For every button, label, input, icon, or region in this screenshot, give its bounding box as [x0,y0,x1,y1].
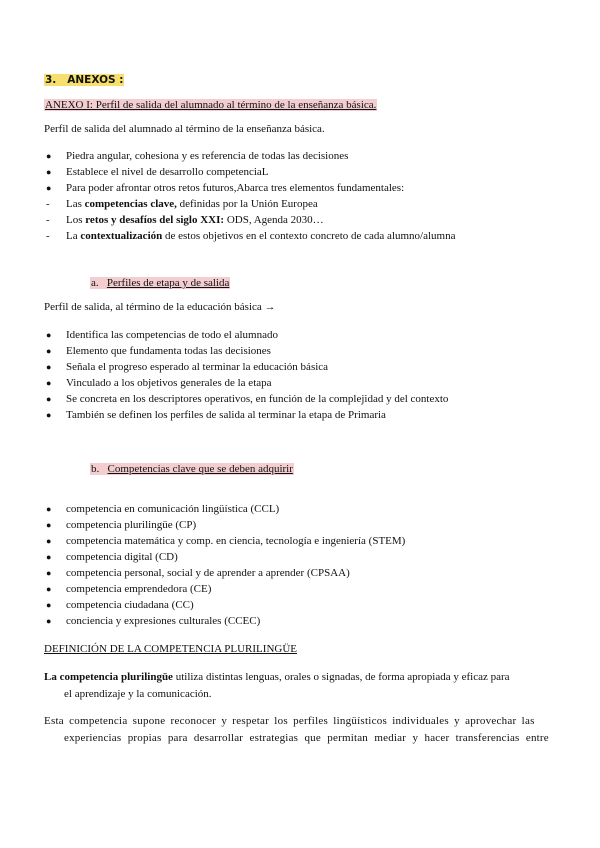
dash-item-text: ODS, Agenda 2030… [224,214,324,226]
list-item-text: Identifica las competencias de todo el alumnado [66,329,278,341]
bullet-icon: ● [46,151,52,161]
bullet-icon: ● [46,504,52,514]
list-item-text: Señala el progreso esperado al terminar la educación básica [66,361,329,373]
dash-item-text: Las [66,198,85,210]
bullet-icon: ● [46,536,52,546]
subsection-a-intro: Perfil de salida, al término de la educación básica → [44,301,276,313]
list-item-text: conciencia y expresiones culturales (CCEC) [66,615,261,627]
list-item-text: competencia en comunicación lingüística (CCL) [66,503,280,515]
dash-item-text: Los [66,214,86,226]
bullet-icon: ● [46,330,52,340]
list-item-text: Para poder afrontar otros retos futuros,Abarca tres elementos fundamentales: [66,182,405,194]
dash-item-text: definidas por la Unión Europea [176,198,318,210]
dash-marker: - [46,230,50,242]
dash-item-bold: contextualización [80,230,163,242]
bullet-icon: ● [46,584,52,594]
bullet-icon: ● [46,183,52,193]
definition-paragraph-1-line-2: el aprendizaje y la comunicación. [64,688,212,700]
definition-text: utiliza distintas lenguas, orales o signadas, de forma apropiada y eficaz para [172,671,510,683]
definition-paragraph-2-line-1: Esta competencia supone reconocer y respetar los perfiles lingüísticos individuales y aprovechar las [44,715,535,727]
dash-item-bold: retos y desafíos del siglo XXI: [85,214,225,226]
list-item-text: Establece el nivel de desarrollo competenciaL [66,166,269,178]
heading-number: 3. [45,74,57,86]
bullet-icon: ● [46,410,52,420]
annex-title [44,98,377,112]
list-item-text: competencia plurilingüe (CP) [66,519,197,531]
definition-paragraph-2-line-2: experiencias propias para desarrollar estrategias que permitan mediar y hacer transferencias entre [64,732,549,744]
definition-term: La competencia plurilingüe [44,671,173,683]
dash-item-text: La [66,230,81,242]
bullet-icon: ● [46,600,52,610]
subsection-letter: b. [91,463,100,475]
list-item-text: También se definen los perfiles de salida al terminar la etapa de Primaria [66,409,386,421]
dash-marker: - [46,214,50,226]
list-item-text: competencia personal, social y de aprender a aprender (CPSAA) [66,567,350,579]
definition-title: DEFINICIÓN DE LA COMPETENCIA PLURILINGÜE [44,643,297,655]
bullet-icon: ● [46,394,52,404]
bullet-icon: ● [46,167,52,177]
subsection-a-heading [90,276,230,290]
bullet-icon: ● [46,346,52,356]
bullet-icon: ● [46,520,52,530]
list-item-text: Vinculado a los objetivos generales de la etapa [66,377,272,389]
heading-title: ANEXOS : [67,74,124,86]
list-item-text: competencia digital (CD) [66,551,178,563]
list-item-text: Elemento que fundamenta todas las decisiones [66,345,271,357]
annex-intro: Perfil de salida del alumnado al término de la enseñanza básica. [44,123,325,135]
subsection-letter: a. [91,277,99,289]
annex-title-text: ANEXO I: Perfil de salida del alumnado al término de la enseñanza básica. [45,99,377,111]
list-item-text: Se concreta en los descriptores operativos, en función de la complejidad y del contexto [66,393,449,405]
bullet-icon: ● [46,568,52,578]
definition-paragraph-1-line-1 [44,670,510,684]
bullet-icon: ● [46,362,52,372]
bullet-icon: ● [46,616,52,626]
list-item-text: competencia matemática y comp. en ciencia, tecnología e ingeniería (STEM) [66,535,406,547]
subsection-title: Competencias clave que se deben adquirir [107,463,293,475]
bullet-icon: ● [46,552,52,562]
list-item-text: competencia ciudadana (CC) [66,599,194,611]
dash-item-text: de estos objetivos en el contexto concreto de cada alumno/alumna [162,230,456,242]
dash-marker: - [46,198,50,210]
dash-item-bold: competencias clave, [84,198,177,210]
list-item-text: Piedra angular, cohesiona y es referencia de todas las decisiones [66,150,349,162]
list-item-text: competencia emprendedora (CE) [66,583,212,595]
subsection-b-heading [90,462,294,476]
subsection-title: Perfiles de etapa y de salida [106,277,230,289]
section-heading [44,73,124,87]
bullet-icon: ● [46,378,52,388]
